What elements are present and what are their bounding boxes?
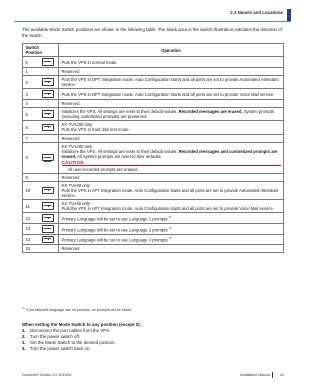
- position-number: 12: [25, 215, 31, 221]
- page-header: [14, 9, 291, 22]
- switch-position-cell: [23, 76, 59, 89]
- step-text: Set the Mode Switch to the desired position.: [30, 340, 116, 345]
- footnote-text: If the selected language has no prompts, no prompts will be heard.: [25, 308, 132, 313]
- switch-position-cell: [23, 213, 59, 224]
- footnote-reference: *1: [168, 236, 172, 241]
- table-row: [23, 200, 284, 213]
- model-restriction: KX-TVA50 only: [61, 201, 90, 207]
- operation-warning-text: Recorded messages and customized prompts are erased.: [61, 148, 278, 159]
- switch-position-cell: [23, 245, 59, 253]
- switch-position-cell: [23, 223, 59, 234]
- section-title: 2.3 Names and Locations: [230, 10, 283, 15]
- procedure-steps: [22, 328, 284, 352]
- operation-text: [62, 188, 281, 198]
- operation-cell: [59, 99, 284, 107]
- page-footer: [22, 372, 284, 380]
- operation-text: [62, 92, 281, 97]
- mode-switch-icon: [42, 90, 54, 98]
- procedure-step: [22, 346, 284, 352]
- table-row: [23, 173, 284, 181]
- operation-cell: [59, 108, 284, 121]
- caution-block: [62, 160, 281, 172]
- operation-text-part: Primary Language will be set to use Language 3 prompts.: [61, 237, 169, 243]
- position-number: 2: [25, 79, 28, 85]
- operation-text-part: Reserved: [61, 68, 80, 74]
- intro-paragraph: The available Mode Switch positions are shown in the following table. The black area in the switch illustration indicates the direction of the switch.: [22, 27, 282, 38]
- table-row: [23, 142, 284, 173]
- operation-text: [62, 109, 281, 119]
- step-number: 1.: [22, 328, 26, 333]
- table-row: [23, 181, 284, 199]
- table-row: [23, 213, 284, 224]
- operation-text-part: Primary Language will be set to use Language 1 prompts.: [61, 216, 169, 222]
- switch-position-cell: [23, 121, 59, 134]
- operation-text-part: Reserved: [61, 135, 80, 141]
- operation-text-part: All System prompts are reset to their defaults.: [76, 153, 162, 159]
- position-number: 14: [25, 236, 31, 242]
- operation-cell: [59, 76, 284, 89]
- operation-warning-text: Recorded messages are erased.: [178, 109, 243, 115]
- mode-switch-icon: [42, 154, 54, 162]
- step-text: Turn the power switch off.: [30, 334, 81, 339]
- position-number: 13: [25, 226, 31, 232]
- mode-switch-icon: [42, 187, 54, 195]
- table-row: [23, 121, 284, 134]
- table-row: [23, 108, 284, 121]
- operation-text: [62, 136, 281, 141]
- operation-text-part: Reserved: [61, 101, 80, 107]
- mode-switch-table: [22, 43, 284, 253]
- step-number: 2.: [22, 334, 26, 339]
- switch-position-cell: [23, 67, 59, 75]
- switch-position-cell: [23, 200, 59, 213]
- operation-cell: [59, 223, 284, 234]
- operation-cell: [59, 57, 284, 68]
- column-header-operation: Operation: [59, 44, 284, 57]
- operation-cell: [59, 173, 284, 181]
- operation-text-part: Puts the VPS in normal mode.: [61, 59, 118, 65]
- table-header-row: [23, 44, 284, 57]
- switch-position-cell: [23, 234, 59, 245]
- position-number: 9: [25, 174, 28, 180]
- operation-text: [62, 206, 281, 211]
- footnote: [22, 306, 284, 312]
- operation-text-part: Puts the VPS in DPT Integration mode. Auto Configuration starts and all ports are set to provide Voice Mail service.: [61, 91, 275, 97]
- operation-cell: [59, 181, 284, 199]
- table-row: [23, 99, 284, 107]
- operation-text-part: Puts the VPS in APT Integration mode. Auto Configuration starts and all ports are set to provide Voice Mail service.: [61, 206, 274, 212]
- mode-switch-icon: [42, 124, 54, 132]
- operation-text-part: Puts the VPS in DPT Integration mode. Auto Configuration starts and all ports are set to provide Automated Attendant service.: [61, 77, 279, 88]
- operation-text: [62, 101, 281, 106]
- operation-cell: [59, 213, 284, 224]
- switch-position-cell: [23, 134, 59, 142]
- operation-text-part: Reserved: [61, 246, 80, 252]
- position-number: 0: [25, 59, 28, 65]
- mode-switch-icon: [42, 202, 54, 210]
- table-row: [23, 234, 284, 245]
- position-number: 7: [25, 135, 28, 141]
- mode-switch-icon: [42, 236, 54, 244]
- table-row: [23, 245, 284, 253]
- header-tab-marker: [287, 9, 291, 21]
- position-number: 3: [25, 91, 28, 97]
- model-restriction: KX-TVA200 only: [61, 122, 93, 128]
- operation-cell: [59, 134, 284, 142]
- operation-text-part: System prompts (including customized prompts) are preserved.: [61, 109, 275, 120]
- position-number: 10: [25, 187, 31, 193]
- operation-cell: [59, 142, 284, 173]
- table-row: [23, 67, 284, 75]
- model-restriction: KX-TVA50 only: [61, 182, 90, 188]
- operation-text-part: Initializes the VPS. All settings are reset to their default values.: [61, 109, 179, 115]
- operation-cell: [59, 121, 284, 134]
- operation-cell: [59, 200, 284, 213]
- operation-text: [62, 215, 281, 221]
- operation-text: [62, 60, 281, 65]
- position-number: 5: [25, 111, 28, 117]
- switch-position-cell: [23, 142, 59, 173]
- table-row: [23, 134, 284, 142]
- operation-text: [62, 246, 281, 251]
- position-number: 4: [25, 101, 28, 107]
- table-row: [23, 76, 284, 89]
- column-header-position: Switch Position: [23, 44, 59, 57]
- operation-text: [62, 149, 281, 159]
- step-text: Disconnect the port cables from the VPS.: [30, 328, 111, 333]
- switch-position-cell: [23, 181, 59, 199]
- operation-cell: [59, 67, 284, 75]
- step-text: Turn the power switch back on.: [30, 346, 91, 351]
- operation-text-part: Puts the VPS in hard disk test mode.: [61, 127, 130, 133]
- operation-text-part: Primary Language will be set to use Language 2 prompts.: [61, 226, 169, 232]
- operation-cell: [59, 89, 284, 100]
- switch-position-cell: [23, 108, 59, 121]
- position-number: 15: [25, 246, 31, 252]
- operation-text: [62, 175, 281, 180]
- mode-switch-icon: [42, 78, 54, 86]
- operation-cell: [59, 234, 284, 245]
- mode-switch-icon: [42, 214, 54, 222]
- step-number: 4.: [22, 346, 26, 351]
- operation-text: [62, 77, 281, 87]
- position-number: 8: [25, 155, 28, 161]
- operation-text-part: Reserved: [61, 174, 80, 180]
- switch-position-cell: [23, 173, 59, 181]
- switch-position-cell: [23, 89, 59, 100]
- operation-text: [62, 226, 281, 232]
- operation-text: [62, 69, 281, 74]
- manual-name: Installation Manual: [240, 373, 270, 377]
- operation-text: [62, 236, 281, 242]
- caution-label: CAUTION: [61, 159, 84, 165]
- mode-switch-icon: [42, 58, 54, 66]
- procedure-title: When setting the Mode Switch to any position (except 0):: [22, 322, 142, 327]
- step-number: 3.: [22, 340, 26, 345]
- position-number: 1: [25, 68, 28, 74]
- operation-text-part: Initializes the VPS. All settings are reset to their default values.: [61, 148, 179, 154]
- switch-position-cell: [23, 99, 59, 107]
- mode-switch-icon: [42, 110, 54, 118]
- footer-divider: [272, 372, 273, 378]
- operation-text: [62, 127, 281, 132]
- footnote-mark: *1: [22, 306, 25, 310]
- footnote-reference: *1: [168, 214, 172, 219]
- page-number: 41: [280, 373, 284, 377]
- caution-text: All user-recorded prompts are erased.: [67, 166, 139, 172]
- switch-position-cell: [23, 57, 59, 68]
- position-number: 11: [25, 203, 30, 209]
- footnote-reference: *1: [168, 225, 172, 230]
- document-version: Document Version 3.0 2010/06: [22, 373, 72, 377]
- position-number: 6: [25, 124, 28, 130]
- operation-cell: [59, 245, 284, 253]
- table-row: [23, 89, 284, 100]
- model-restriction: KX-TVA200 only: [61, 143, 93, 149]
- table-row: [23, 57, 284, 68]
- table-row: [23, 223, 284, 234]
- mode-switch-icon: [42, 225, 54, 233]
- operation-text-part: Puts the VPS in APT Integration mode. Auto Configuration starts and all ports are set to provide Automated Attendant service.: [61, 187, 279, 198]
